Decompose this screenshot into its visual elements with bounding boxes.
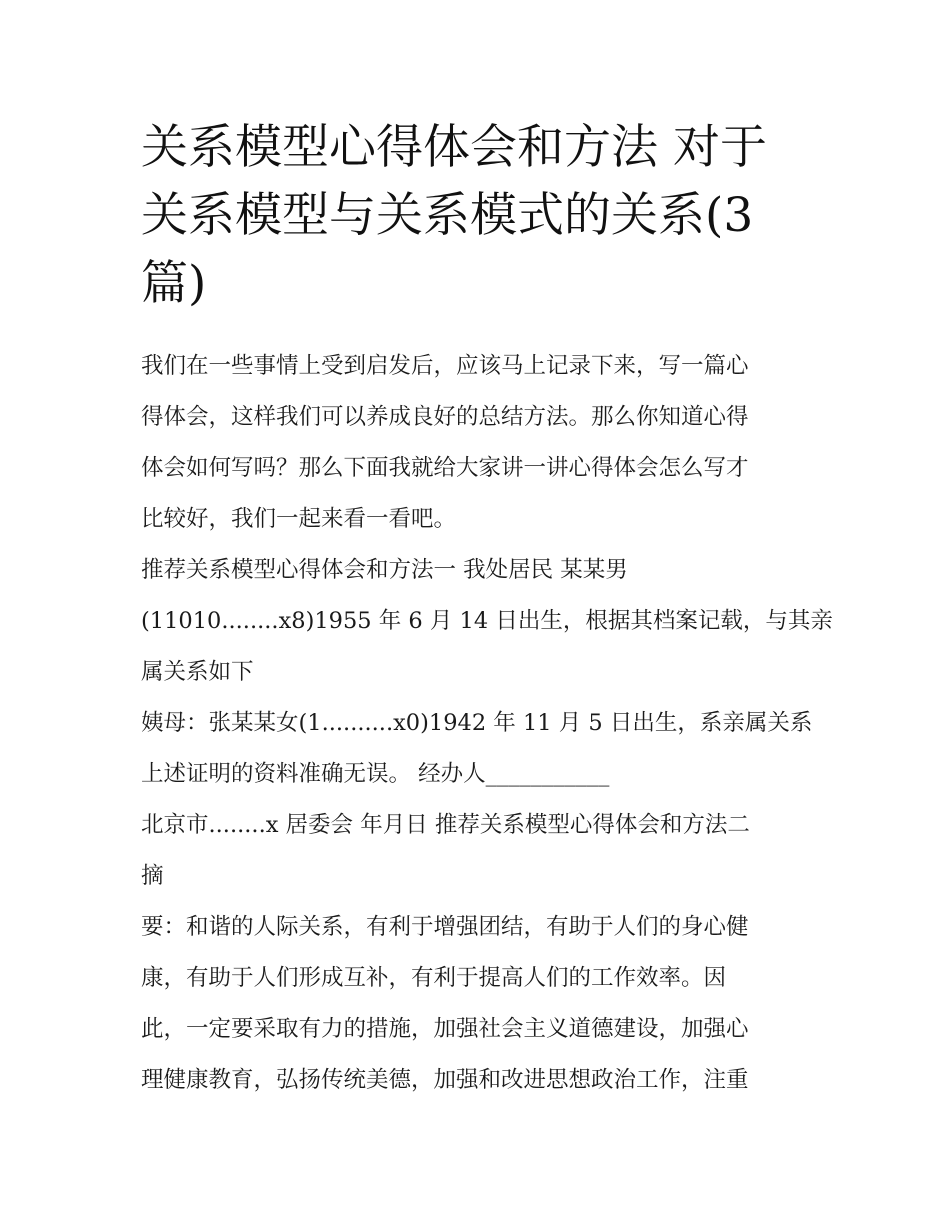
text-line: 姨母：张某某女(1..........x0)1942 年 11 月 5 日出生，系亲属关系 [141,710,813,736]
document-body [141,341,833,1106]
document-title [141,114,813,318]
text-line: 上述证明的资料准确无误。 经办人___________ [141,761,610,787]
confirmation-paragraph [141,749,813,800]
text-line: 要：和谐的人际关系，有利于增强团结，有助于人们的身心健 [141,914,749,940]
text-line: 比较好，我们一起来看一看吧。 [141,506,457,532]
relative-paragraph [141,698,813,749]
text-line: 康，有助于人们形成互补，有利于提高人们的工作效率。因 [141,965,727,991]
text-line: 得体会，这样我们可以养成良好的总结方法。那么你知道心得 [141,404,749,430]
title-line: 关系模型与关系模式的关系(3 [141,188,754,243]
text-line: 体会如何写吗？那么下面我就给大家讲一讲心得体会怎么写才 [141,455,749,481]
text-line: (11010........x8)1955 年 6 月 14 日出生，根据其档案记载，与其亲 [141,608,833,634]
intro-paragraph [141,341,813,545]
title-line: 篇) [141,256,207,311]
issuer-paragraph [141,800,813,902]
text-line: 理健康教育，弘扬传统美德，加强和改进思想政治工作，注重 [141,1067,749,1093]
title-line: 关系模型心得体会和方法 对于 [141,120,767,175]
certificate-paragraph [141,545,833,698]
abstract-paragraph [141,902,813,1106]
text-line: 摘 [141,863,164,889]
document-content [141,114,833,1106]
text-line: 属关系如下 [141,659,254,685]
text-line: 此，一定要采取有力的措施，加强社会主义道德建设，加强心 [141,1016,749,1042]
text-line: 我们在一些事情上受到启发后，应该马上记录下来，写一篇心 [141,353,749,379]
text-line: 北京市........x 居委会 年月日 推荐关系模型心得体会和方法二 [141,812,750,838]
text-line: 推荐关系模型心得体会和方法一 我处居民 某某男 [141,557,628,583]
